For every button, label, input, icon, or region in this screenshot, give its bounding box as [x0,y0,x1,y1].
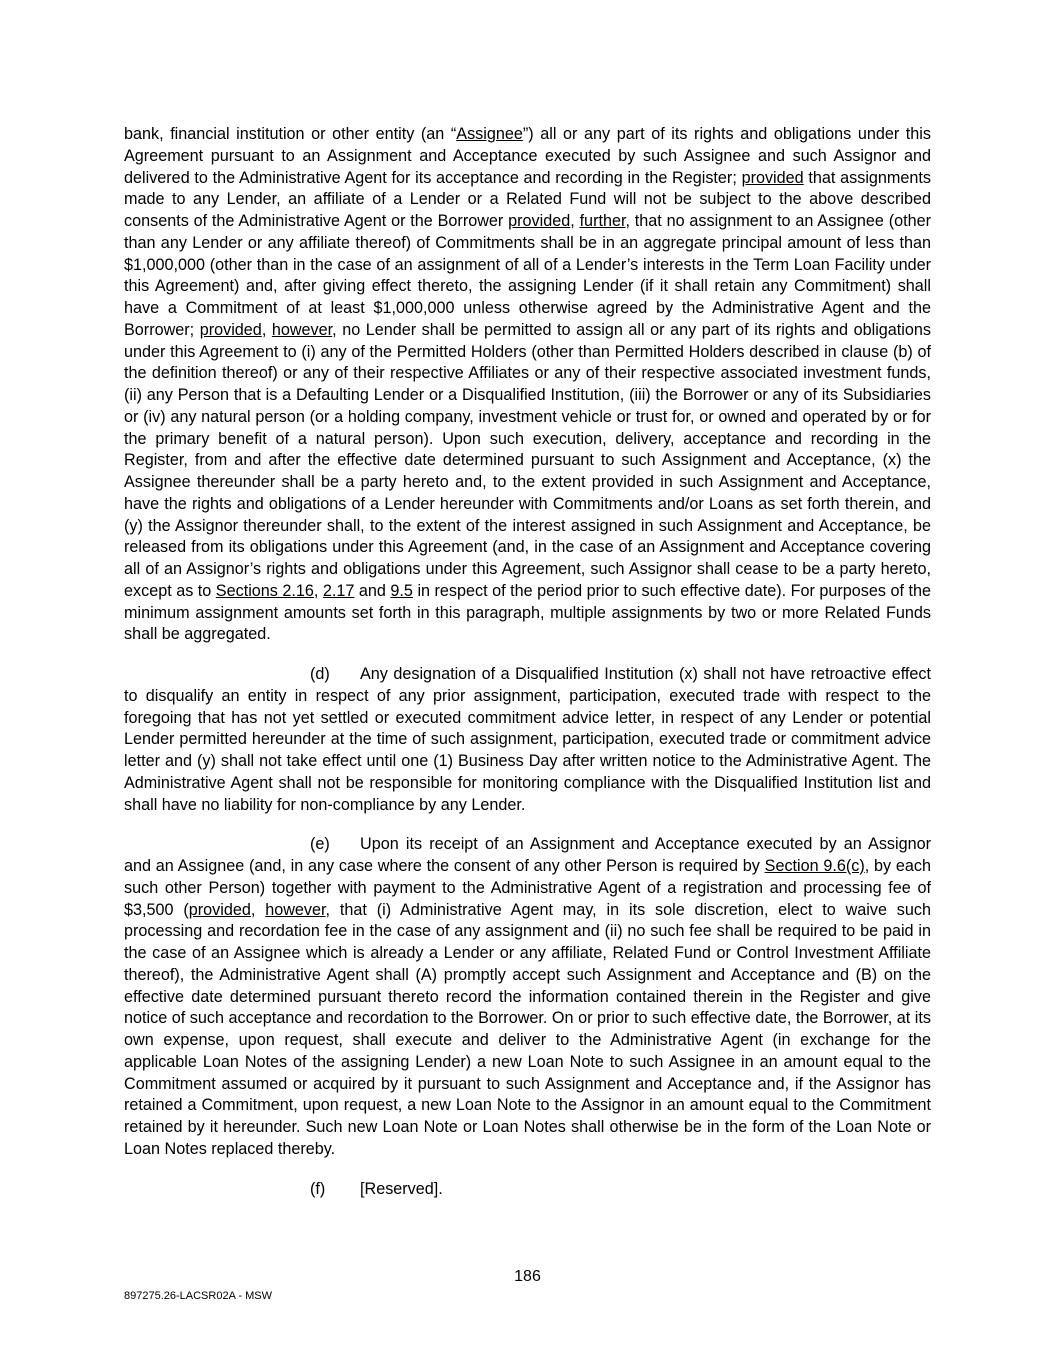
section-reference: 2.17 [322,581,355,600]
provided-term: provided [741,168,804,187]
paragraph-e: (e) Upon its receipt of an Assignment and Acceptance executed by an Assignor and an Assignee (and, in any case where the consent of any other Person is required by Section 9.6(c), by each such other Person) together with payment to the Administrative Agent of a registration and processing fee of $3,500 (provided, however, that (i) Administrative Agent may, in its sole discretion, elect to waive such processing and recordation fee in the case of any assignment and (ii) no such fee shall be required to be paid in the case of an Assignee which is already a Lender or any affiliate, Related Fund or Control Investment Affiliate thereof), the Administrative Agent shall (A) promptly accept such Assignment and Acceptance and (B) on the effective date determined pursuant thereto record the information contained therein in the Register and give notice of such acceptance and recordation to the Borrower. On or prior to such effective date, the Borrower, at its own expense, upon request, shall execute and deliver to the Administrative Agent (in exchange for the applicable Loan Notes of the assigning Lender) a new Loan Note to such Assignee in an amount equal to the Commitment assumed or acquired by it pursuant to such Assignment and Acceptance and, if the Assignor has retained a Commitment, upon request, a new Loan Note to the Assignor in an amount equal to the Commitment retained by it hereunder. Such new Loan Note or Loan Notes shall otherwise be in the form of the Loan Note or Loan Notes replaced thereby. [124,835,931,1158]
however-term: however [271,320,333,339]
paragraph-continuation: bank, financial institution or other entity (an “Assignee”) all or any part of its rights and obligations under this Agreement pursuant to an Assignment and Acceptance executed by such Assignee and such Assignor and delivered to the Administrative Agent for its acceptance and recording in the Register; provided that assignments made to any Lender, an affiliate of a Lender or a Related Fund will not be subject to the above described consents of the Administrative Agent or the Borrower provided, further, that no assignment to an Assignee (other than any Lender or any affiliate thereof) of Commitments shall be in an aggregate principal amount of less than $1,000,000 (other than in the case of an assignment of all of a Lender’s interests in the Term Loan Facility under this Agreement) and, after giving effect thereto, the assigning Lender (if it shall retain any Commitment) shall have a Commitment of at least $1,000,000 unless otherwise agreed by the Administrative Agent and the Borrower; provided, however, no Lender shall be permitted to assign all or any part of its rights and obligations under this Agreement to (i) any of the Permitted Holders (other than Permitted Holders described in clause (b) of the definition thereof) or any of their respective Affiliates or any of their respective associated investment funds, (ii) any Person that is a Defaulting Lender or a Disqualified Institution, (iii) the Borrower or any of its Subsidiaries or (iv) any natural person (or a holding company, investment vehicle or trust for, or owned and operated by or for the primary benefit of a natural person). Upon such execution, delivery, acceptance and recording in the Register, from and after the effective date determined pursuant to such Assignment and Acceptance, (x) the Assignee thereunder shall be a party hereto and, to the extent provided in such Assignment and Acceptance, have the rights and obligations of a Lender hereunder with Commitments and/or Loans as set forth therein, and (y) the Assignor thereunder shall, to the extent of the interest assigned in such Assignment and Acceptance, be released from its obligations under this Agreement (and, in the case of an Assignment and Acceptance covering all of an Assignor’s rights and obligations under this Agreement, such Assignor shall cease to be a party hereto, except as to Sections 2.16, 2.17 and 9.5 in respect of the period prior to such effective date). For purposes of the minimum assignment amounts set forth in this paragraph, multiple assignments by two or more Related Funds shall be aggregated. [124,125,931,644]
paragraph-f: (f) [Reserved]. [124,1179,931,1201]
document-id: 897275.26-LACSR02A - MSW [124,1290,272,1302]
provided-term: provided [199,320,262,339]
document-body [124,124,931,1200]
section-reference: Section 9.6(c) [764,857,865,875]
paragraph-label: (d) [310,665,330,683]
paragraph-label: (e) [310,835,330,854]
defined-term-assignee: Assignee [456,125,523,143]
paragraph-label: (f) [310,1179,326,1198]
provided-term: provided [188,900,251,919]
page-number: 186 [514,1268,541,1285]
paragraph-d: (d) Any designation of a Disqualified Institution (x) shall not have retroactive effect to disqualify an entity in respect of any prior assignment, participation, executed trade with respect to the foregoing that has not yet settled or executed commitment advice letter, in respect of any Lender or potential Lender permitted hereunder at the time of such assignment, participation, executed trade or commitment advice letter and (y) shall not take effect until one (1) Business Day after written notice to the Administrative Agent. The Administrative Agent shall not be responsible for monitoring compliance with the Disqualified Institution list and shall have no liability for non-compliance by any Lender. [124,665,931,814]
further-term: further [579,212,626,230]
section-reference: 9.5 [390,581,413,600]
however-term: however [265,900,326,919]
section-reference: Sections 2.16 [215,581,314,600]
provided-term: provided [508,212,571,230]
